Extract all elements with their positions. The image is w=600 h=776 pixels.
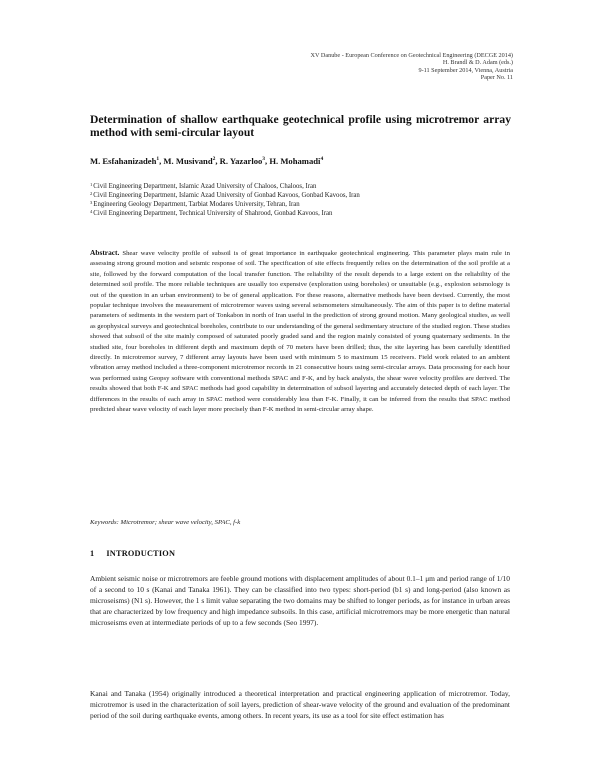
paper-number: Paper No. 11 <box>480 74 513 82</box>
section-title: INTRODUCTION <box>106 549 176 558</box>
conference-header <box>193 52 513 82</box>
affiliation-item: $^3$Engineering Geology Department, Tarbiat Modares University, Tehran, Iran <box>90 199 300 208</box>
affiliation-item: $^2$Civil Engineering Department, Islamic Azad University of Gonbad Kavoos, Gonbad Kavoos, Iran <box>90 190 360 199</box>
section-number: 1 <box>90 549 95 558</box>
affiliation-item: $^1$Civil Engineering Department, Islamic Azad University of Chaloos, Chaloos, Iran <box>90 181 317 190</box>
author: H. Mohamadi$^4$ <box>269 156 324 166</box>
affiliation-item: $^4$Civil Engineering Department, Technical University of Shahrood, Gonbad Kavoos, Iran <box>90 208 333 217</box>
section-heading <box>90 549 187 558</box>
author-list <box>90 156 510 167</box>
intro-paragraph-1: Ambient seismic noise or microtremors are feeble ground motions with displacement amplitudes of about 0.1–1 μm and period range of 1/10 of a second to 10 s (Kanai and Tanaka 1961). They can be classified into two types: short-period (b1 s) and long-period (also known as microseisms) (N1 s). However, the 1 s limit value separating the two domains may be shifted to longer periods, as for instance in urban areas that are characterized by low frequency and high impedance subsoils. In this case, artificial microtremors may be more energetic than natural microseisms even at intermediate periods of up to a few seconds (Seo 1997). <box>90 574 510 628</box>
conference-editors: H. Brandl & D. Adam (eds.) <box>442 59 513 67</box>
author: R. Yazarloo$^3$, <box>219 156 270 166</box>
author: M. Musivand$^2$, <box>163 156 220 166</box>
keywords: Keywords: Microtremor; shear wave velocity, SPAC, f-k <box>90 519 241 526</box>
paper-title: Determination of shallow earthquake geotechnical profile using microtremor array method with semi-circular layout <box>90 113 511 139</box>
conference-date: 9-11 September 2014, Vienna, Austria <box>418 66 513 74</box>
abstract-text: Shear wave velocity profile of subsoil is of great importance in earthquake geotechnical engineering. This parameter plays main rule in assessing strong ground motion and seismic response of soil. The specification of site effects frequently relies on the determination of the soil profile at a site, followed by the forward computation of the local transfer function. The reliability of the result depends to a large extent on the reliability of the determined soil profile. The more reliable techniques are usually too expensive (exploration using boreholes) or unsuitable (e.g., explosion seismology is out of the question in an urban environment) to be of general application. For these reasons, alternative methods have been devised. Currently, the most popular technique involves the measurement of microtremor waves using several seismometers simultaneously. The aim of this paper is to define material parameters of sediments in the western part of Tonkabon in north of Iran useful in the prediction of strong ground motion. Many geological studies, as well as geophysical surveys and geotechnical boreholes, contribute to our understanding of the general sedimentary structure of the studied region. These studies showed that subsoil of the site mainly composed of saturated poorly graded sand and the region mainly consisted of young quaternary sediments. In the studied site, four boreholes in different depth and maximum depth of 70 meters have been drilled; thus, the site layering has been carefully identified directly. In microtremor survey, 7 different array layouts have been used with minimum 5 to maximum 15 receivers. Field work related to an ambient vibration array method included a three-component microtremor records in 21 consecutive hours using semi-circular arrays. Data processing for each hour was performed using Geopsy software with conventional methods SPAC and F-K, and by back analysis, the shear wave velocity profiles are derived. The results showed that both F-K and SPAC methods had good capability in determination of subsoil layering and accurately detected depth of each layer. The differences in the results of each array in SPAC method were considerably less than F-K. Finally, it can be inferred from the results that SPAC method predicted shear wave velocity of each layer more precisely than F-K method in semi-circular array shape. <box>90 250 510 414</box>
affiliations <box>90 182 510 218</box>
intro-paragraph-2: Kanai and Tanaka (1954) originally introduced a theoretical interpretation and practical engineering application of microtremor. Today, microtremor is used in the characterization of soil layers, prediction of shear-wave velocity of the ground and evaluation of the predominant period of the soil during earthquake events, among others. In recent years, its use as a tool for site effect estimation has <box>90 689 510 721</box>
abstract <box>90 248 510 416</box>
author: M. Esfahanizadeh$^1$, <box>90 156 164 166</box>
conference-name: XV Danube - European Conference on Geotechnical Engineering (DECGE 2014) <box>310 52 513 59</box>
abstract-label: Abstract. <box>90 248 120 257</box>
